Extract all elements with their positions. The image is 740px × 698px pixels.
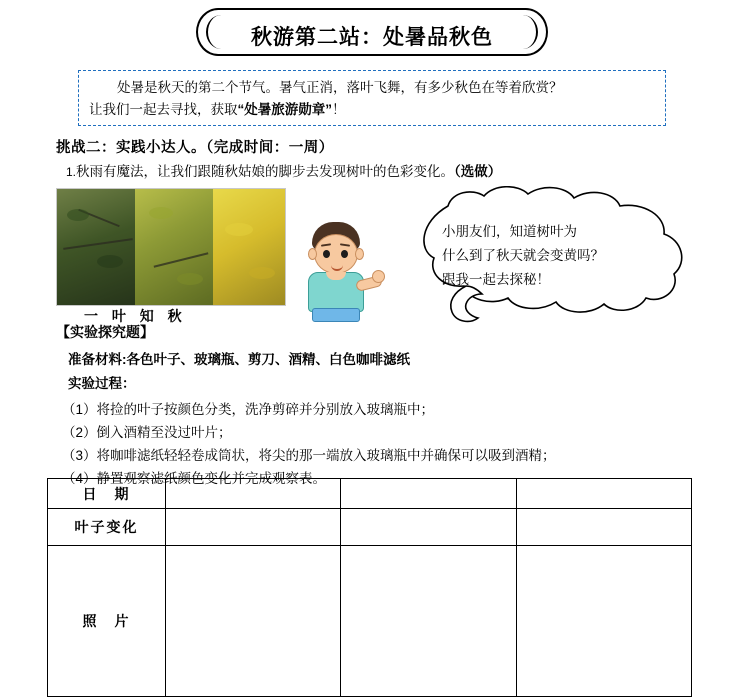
table-cell[interactable] (166, 546, 341, 697)
experiment-step: （4）静置观察滤纸颜色变化并完成观察表。 (62, 471, 327, 486)
challenge-item-text: 秋雨有魔法，让我们跟随秋姑娘的脚步去发现树叶的色彩变化。 (76, 164, 455, 179)
photo-leaf (97, 255, 123, 268)
table-row (48, 479, 692, 509)
table-cell[interactable] (516, 509, 691, 546)
experiment-process-label: 实验过程： (68, 376, 136, 391)
intro-line-2-prefix: 让我们一起去寻找，获取 (89, 102, 238, 117)
boy-ear-right (355, 248, 364, 260)
intro-box (78, 70, 666, 126)
photo-leaf (177, 273, 203, 285)
photo-leaf (249, 267, 275, 279)
leaf-photo-collage (56, 188, 286, 306)
speech-bubble-text (442, 220, 670, 292)
observation-table (47, 478, 692, 697)
experiment-step: （2）倒入酒精至没过叶片； (62, 425, 232, 440)
boy-ear-left (308, 248, 317, 260)
speech-bubble (408, 186, 704, 326)
page-title: 秋游第二站：处暑品秋色 (251, 25, 493, 49)
table-cell[interactable] (341, 479, 516, 509)
boy-shorts (312, 308, 360, 322)
photo-leaf (67, 209, 89, 221)
intro-line-2-suffix: ！ (332, 102, 346, 117)
table-cell[interactable] (166, 479, 341, 509)
table-cell[interactable] (516, 479, 691, 509)
challenge-title: 挑战二：实践小达人。（完成时间：一周） (56, 140, 334, 156)
boy-illustration (296, 222, 382, 322)
intro-line-2 (89, 99, 655, 121)
table-cell[interactable] (166, 509, 341, 546)
materials-value: 各色叶子、玻璃瓶、剪刀、酒精、白色咖啡滤纸 (126, 352, 410, 367)
photo-pane-yellow (213, 189, 286, 305)
boy-eye-left (323, 250, 330, 258)
table-cell[interactable] (341, 509, 516, 546)
boy-eye-right (341, 250, 348, 258)
intro-badge-name: “处暑旅游勋章” (237, 102, 332, 117)
photo-caption: 一 叶 知 秋 (84, 308, 187, 324)
table-rowheader-leaf-change: 叶子变化 (48, 509, 166, 546)
challenge-item (66, 160, 501, 180)
table-cell[interactable] (516, 546, 691, 697)
boy-hand-pointing (372, 270, 385, 283)
experiment-materials (68, 348, 410, 368)
materials-label: 准备材料: (68, 352, 127, 367)
photo-pane-yellowgreen (135, 189, 213, 305)
table-rowheader-photo: 照 片 (48, 546, 166, 697)
table-row (48, 509, 692, 546)
challenge-item-number: 1. (66, 165, 77, 179)
table-cell[interactable] (341, 546, 516, 697)
experiment-step: （3）将咖啡滤纸轻轻卷成筒状，将尖的那一端放入玻璃瓶中并确保可以吸到酒精； (62, 448, 556, 463)
experiment-step: （1）将捡的叶子按颜色分类，洗净剪碎并分别放入玻璃瓶中； (62, 402, 435, 417)
speech-bubble-line-2: 什么到了秋天就会变黄吗？ (442, 248, 604, 263)
challenge-item-optional: （选做） (454, 164, 502, 179)
speech-bubble-line-1: 小朋友们，知道树叶为 (442, 224, 577, 239)
title-banner (196, 8, 548, 56)
table-rowheader-date: 日 期 (48, 479, 166, 509)
photo-leaf (225, 223, 253, 236)
speech-bubble-line-3: 跟我一起去探秘！ (442, 272, 550, 287)
photo-leaf (149, 207, 173, 219)
intro-line-1: 处暑是秋天的第二个节气。暑气正消，落叶飞舞，有多少秋色在等着欣赏？ (117, 80, 563, 95)
experiment-heading: 【实验探究题】 (56, 324, 154, 340)
table-row (48, 546, 692, 697)
